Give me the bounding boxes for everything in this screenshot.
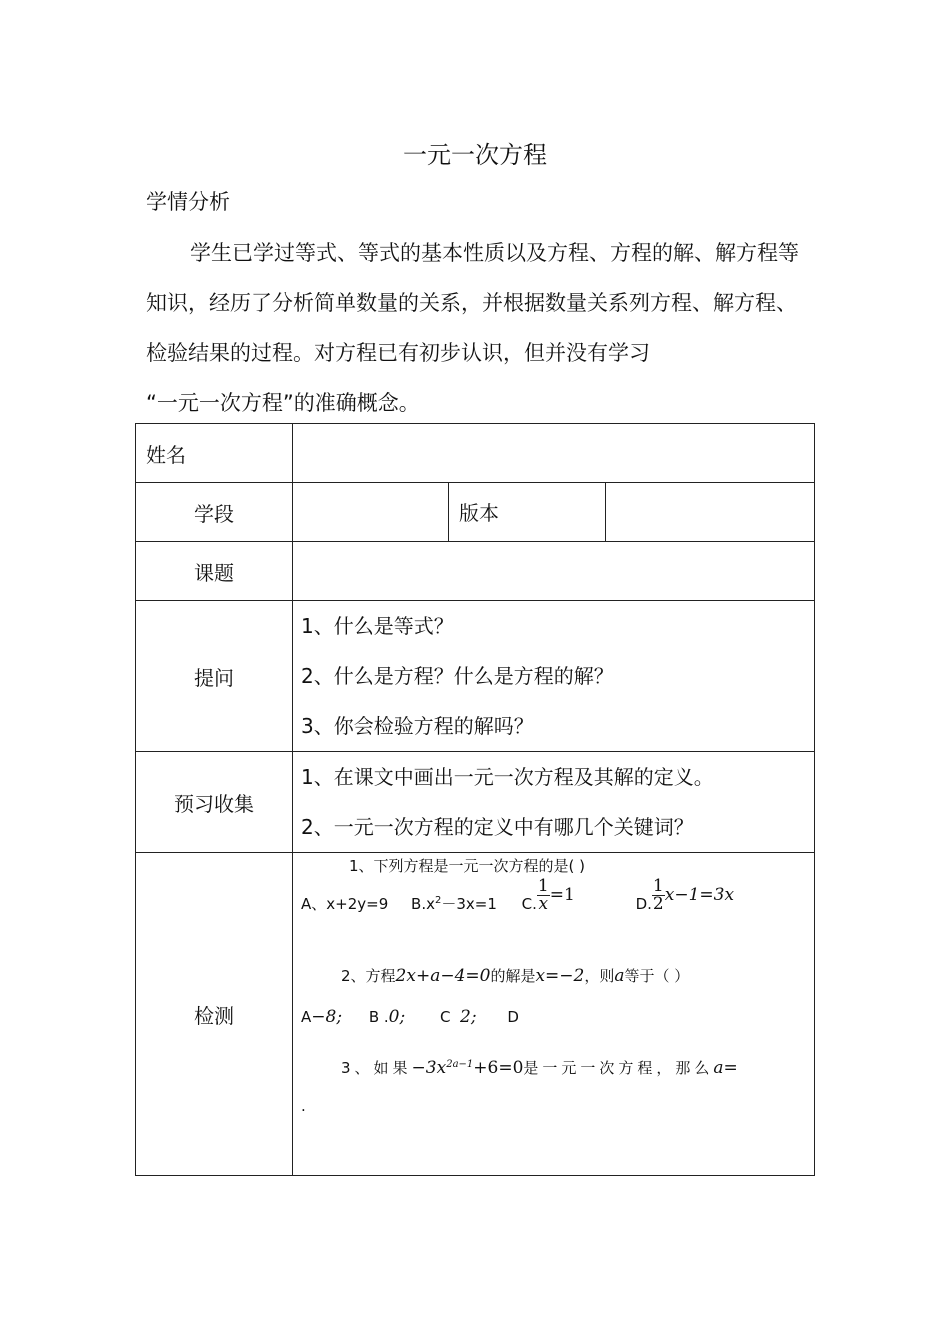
row-name: [136, 424, 815, 483]
q1-option-d-rest: x−1=3x: [664, 885, 735, 905]
intro-paragraph: [146, 228, 816, 428]
row-test: [136, 853, 815, 1176]
test-q2: 2、方程2x+a−4=0的解是x=−2，则a等于（ ）: [341, 966, 690, 986]
question-item: 1、什么是等式？: [301, 614, 454, 638]
question-item: 2、什么是方程？什么是方程的解？: [301, 664, 614, 688]
q2-option-d: D: [507, 1008, 519, 1026]
section-heading: 学情分析: [146, 190, 230, 214]
row-preview: [136, 752, 815, 853]
intro-quote: “一元一次方程”的准确概念。: [146, 391, 420, 415]
question-item: 3、你会检验方程的解吗？: [301, 714, 534, 738]
page-title: 一元一次方程: [403, 141, 547, 169]
topic-label: 课题: [136, 542, 293, 601]
test-q1: 1、下列方程是一元一次方程的是( ): [349, 857, 586, 875]
q1-option-a: A、x+2y=9: [301, 895, 389, 913]
lesson-table: [135, 423, 815, 1176]
row-questions: [136, 601, 815, 752]
test-cell: [293, 853, 815, 1176]
q2-option-c: C 2;: [440, 1007, 477, 1027]
questions-cell: [293, 601, 815, 752]
questions-label: 提问: [136, 601, 293, 752]
stage-field[interactable]: [293, 483, 449, 542]
version-label: 版本: [449, 483, 606, 542]
test-q3: 3、如果$-3x^{2a-1}+6=0$是一元一次方程，那么a=: [341, 1058, 738, 1078]
name-field[interactable]: [293, 424, 815, 483]
preview-item: 1、在课文中画出一元一次方程及其解的定义。: [301, 765, 714, 789]
preview-cell: [293, 752, 815, 853]
test-q1-options: [301, 877, 734, 914]
test-q2-options: [301, 1007, 519, 1027]
version-field[interactable]: [606, 483, 815, 542]
name-label: 姓名: [136, 424, 293, 483]
stage-label: 学段: [136, 483, 293, 542]
q1-option-c-rest: =1: [549, 885, 575, 905]
q2-option-b: B .0;: [368, 1007, 406, 1027]
q1-option-d-fraction: $\frac{1}{2}$: [652, 876, 664, 914]
row-stage: [136, 483, 815, 542]
intro-text: 学生已学过等式、等式的基本性质以及方程、方程的解、解方程等知识，经历了分析简单数量的关系，并根据数量关系列方程、解方程、检验结果的过程。对方程已有初步认识，但并没有学习: [146, 241, 799, 365]
preview-item: 2、一元一次方程的定义中有哪几个关键词？: [301, 815, 694, 839]
test-label: 检测: [136, 853, 293, 1176]
q1-option-c-fraction: $\frac{1}{x}$: [537, 876, 549, 914]
q1-option-c-label: C.: [521, 894, 537, 913]
test-q3-blank: .: [301, 1097, 306, 1115]
q2-option-a: A−8;: [301, 1007, 343, 1027]
topic-field[interactable]: [293, 542, 815, 601]
q1-option-d-label: D.: [635, 894, 652, 913]
preview-label: 预习收集: [136, 752, 293, 853]
row-topic: [136, 542, 815, 601]
q1-option-b: $B.x^2-3x=1$: [411, 895, 497, 913]
